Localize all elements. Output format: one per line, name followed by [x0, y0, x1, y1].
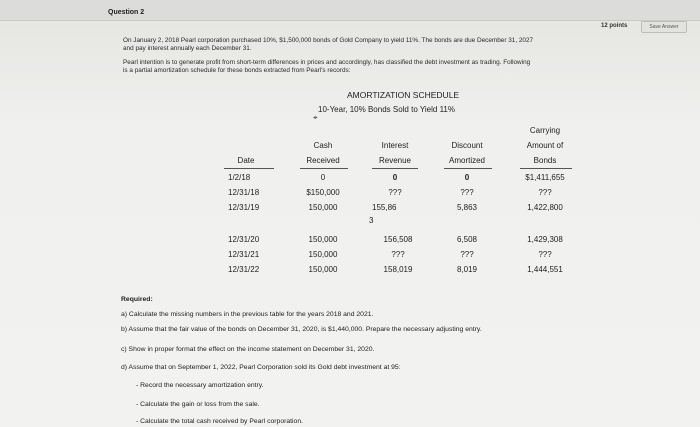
header-rule-date — [224, 168, 274, 169]
required-heading: Required: — [121, 296, 153, 303]
table-cell-interest: 155,86 — [372, 203, 397, 212]
schedule-subtitle: 10-Year, 10% Bonds Sold to Yield 11% — [318, 105, 455, 114]
table-cell-interest: ??? — [391, 250, 405, 259]
header-discount-2: Amortized — [448, 156, 486, 165]
table-cell-discount: 5,863 — [456, 203, 478, 212]
question-title: Question 2 — [108, 9, 145, 16]
header-cash-2: Received — [306, 156, 340, 165]
header-date: Date — [237, 156, 255, 165]
table-cell-cash: 150,000 — [308, 265, 338, 274]
table-cell-date: 12/31/20 — [228, 235, 260, 244]
header-rule-discount — [444, 168, 492, 169]
header-interest-2: Revenue — [378, 156, 412, 165]
table-cell-date: 1/2/18 — [228, 173, 251, 182]
table-cell-carrying: ??? — [538, 188, 552, 197]
table-cell-carrying: 1,429,308 — [527, 235, 563, 244]
header-carrying-2: Amount of — [526, 141, 564, 150]
required-item-a: a) Calculate the missing numbers in the previous table for the years 2018 and 2021. — [121, 311, 374, 318]
table-cell-cash: 150,000 — [308, 203, 338, 212]
header-cash-1: Cash — [313, 141, 333, 150]
table-cell-cash: 0 — [320, 173, 326, 182]
table-cell-cash: 150,000 — [308, 250, 338, 259]
schedule-title: AMORTIZATION SCHEDULE — [347, 90, 460, 100]
table-cell-carrying: ??? — [538, 250, 552, 259]
table-cell-interest-wrap: 3 — [369, 216, 374, 225]
table-cell-interest: ??? — [388, 188, 402, 197]
header-carrying-3: Bonds — [533, 156, 557, 165]
required-item-c: c) Show in proper format the effect on the income statement on December 31, 2020. — [121, 346, 375, 353]
table-cell-discount: ??? — [460, 250, 474, 259]
save-answer-button[interactable]: Save Answer — [641, 21, 687, 33]
table-cell-carrying: 1,422,800 — [527, 203, 563, 212]
required-item-b: b) Assume that the fair value of the bonds on December 31, 2020, is $1,440,000. Prepare the necessary adjusting entry. — [121, 326, 482, 333]
intro-line-3: Pearl intention is to generate profit from short-term differences in prices and accordingly, has classified the debt investment as trading. Following — [123, 59, 531, 66]
table-cell-discount: ??? — [460, 188, 474, 197]
header-interest-1: Interest — [381, 141, 409, 150]
table-cell-interest: 158,019 — [383, 265, 413, 274]
table-cell-discount: 6,508 — [456, 235, 478, 244]
table-cell-date: 12/31/19 — [228, 203, 260, 212]
header-rule-carrying — [520, 168, 572, 169]
header-rule-cash — [300, 168, 348, 169]
table-cell-discount: 8,019 — [456, 265, 478, 274]
mouse-cursor-icon: ⌖ — [313, 113, 318, 122]
table-cell-carrying: 1,444,551 — [527, 265, 563, 274]
intro-line-2: and pay interest annually each December 31. — [123, 45, 252, 52]
table-cell-discount: 0 — [464, 173, 470, 182]
table-cell-interest: 156,508 — [383, 235, 413, 244]
table-cell-date: 12/31/18 — [228, 188, 260, 197]
question-header — [0, 0, 700, 21]
table-cell-cash: $150,000 — [306, 188, 340, 197]
required-subitem-3: - Calculate the total cash received by Pearl corporation. — [136, 418, 303, 425]
header-carrying-1: Carrying — [529, 126, 561, 135]
table-cell-cash: 150,000 — [308, 235, 338, 244]
intro-line-4: is a partial amortization schedule for these bonds extracted from Pearl's records: — [123, 67, 351, 74]
table-cell-carrying: $1,411,655 — [525, 173, 565, 182]
header-rule-interest — [372, 168, 418, 169]
table-cell-date: 12/31/22 — [228, 265, 260, 274]
header-discount-1: Discount — [451, 141, 483, 150]
required-item-d: d) Assume that on September 1, 2022, Pearl Corporation sold its Gold debt investment at 95: — [121, 364, 401, 371]
table-cell-interest: 0 — [392, 173, 398, 182]
intro-line-1: On January 2, 2018 Pearl corporation purchased 10%, $1,500,000 bonds of Gold Company to yield 11%. The bonds are due December 31, 2027 — [123, 37, 534, 44]
required-subitem-1: - Record the necessary amortization entry. — [136, 382, 264, 389]
required-subitem-2: - Calculate the gain or loss from the sale. — [136, 401, 260, 408]
points-label: 12 points — [601, 23, 628, 29]
table-cell-date: 12/31/21 — [228, 250, 260, 259]
